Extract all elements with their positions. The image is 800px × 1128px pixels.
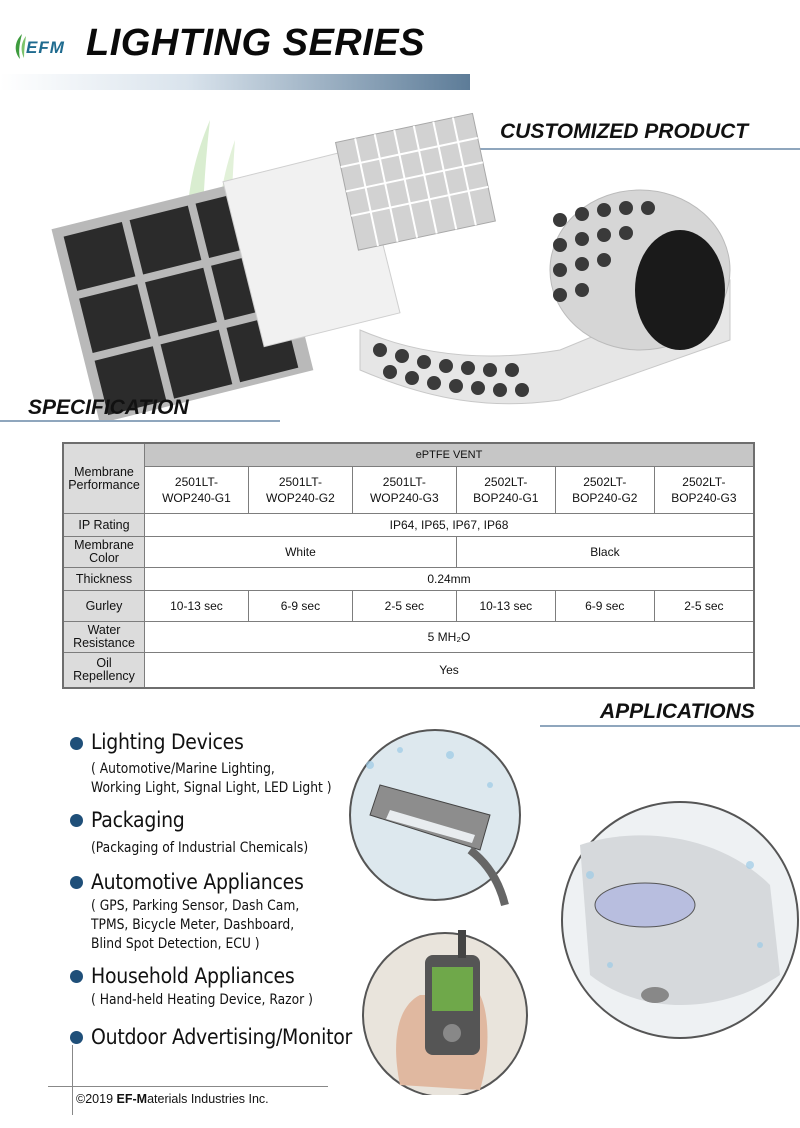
row-header-oil-repellency (63, 653, 145, 689)
model-code: 2501LT- (278, 475, 322, 489)
thickness-value: 0.24mm (145, 568, 755, 591)
row-header-ip-rating: IP Rating (63, 514, 145, 537)
oil-repellency-value: Yes (145, 653, 755, 689)
decorative-line (72, 1045, 73, 1115)
model-code: WOP240-G3 (369, 491, 439, 505)
table-row (63, 568, 754, 591)
efm-logo (12, 32, 76, 62)
row-header-text: Performance (68, 477, 140, 492)
application-description: Working Light, Signal Light, LED Light ) (91, 780, 332, 796)
model-code: 2502LT- (682, 475, 726, 489)
bullet-icon (70, 1031, 83, 1044)
applications-photos (340, 715, 800, 1095)
gps-device-photo (363, 930, 527, 1095)
applications-title: APPLICATIONS (600, 700, 755, 723)
lighting-photo (350, 730, 520, 905)
application-description: (Packaging of Industrial Chemicals) (91, 840, 309, 856)
group-header: ePTFE VENT (145, 443, 755, 467)
application-description: ( Automotive/Marine Lighting, (91, 761, 275, 777)
row-header-gurley: Gurley (63, 591, 145, 622)
car-photo (562, 802, 798, 1038)
row-header-text: Color (89, 551, 119, 565)
table-row (63, 591, 754, 622)
table-row (63, 653, 754, 689)
color-black-value: Black (456, 537, 754, 568)
copyright-prefix: ©2019 (76, 1092, 117, 1106)
table-row (63, 514, 754, 537)
bullet-icon (70, 876, 83, 889)
table-row (63, 537, 754, 568)
row-header-water-resistance (63, 622, 145, 653)
row-header-thickness: Thickness (63, 568, 145, 591)
application-description: Blind Spot Detection, ECU ) (91, 936, 260, 952)
application-heading: Packaging (91, 808, 185, 832)
application-heading: Automotive Appliances (91, 870, 304, 894)
specification-table (62, 442, 755, 689)
table-row (63, 622, 754, 653)
model-code: 2502LT- (484, 475, 528, 489)
application-description: ( GPS, Parking Sensor, Dash Cam, (91, 898, 300, 914)
model-code: WOP240-G1 (162, 491, 231, 505)
model-code: 2501LT- (382, 475, 426, 489)
row-header-text: Membrane (74, 464, 134, 479)
model-cell (352, 467, 456, 514)
gurley-value: 10-13 sec (145, 591, 249, 622)
application-heading: Household Appliances (91, 964, 295, 988)
gurley-value: 6-9 sec (248, 591, 352, 622)
page-title: LIGHTING SERIES (86, 22, 425, 64)
color-white-value: White (145, 537, 457, 568)
gurley-value: 10-13 sec (456, 591, 555, 622)
model-cell (555, 467, 654, 514)
table-row (63, 443, 754, 467)
company-name-rest: aterials Industries Inc. (147, 1092, 269, 1106)
row-header-text: Repellency (73, 669, 135, 683)
application-heading: Lighting Devices (91, 730, 244, 754)
row-header-membrane-color (63, 537, 145, 568)
model-code: BOP240-G2 (572, 491, 638, 505)
section-divider (0, 420, 280, 422)
row-header-text: Oil (96, 656, 112, 670)
header-gradient-bar (0, 74, 470, 90)
gurley-value: 2-5 sec (352, 591, 456, 622)
row-header-text: Resistance (73, 636, 135, 650)
model-cell (145, 467, 249, 514)
customized-product-title: CUSTOMIZED PRODUCT (500, 120, 749, 143)
gurley-value: 6-9 sec (555, 591, 654, 622)
ip-rating-value: IP64, IP65, IP67, IP68 (145, 514, 755, 537)
application-description: TPMS, Bicycle Meter, Dashboard, (91, 917, 295, 933)
model-code: WOP240-G2 (266, 491, 335, 505)
bullet-icon (70, 814, 83, 827)
logo-text: EFM (26, 38, 65, 57)
table-row (63, 467, 754, 514)
model-cell (248, 467, 352, 514)
footer-divider (48, 1086, 328, 1087)
gurley-value: 2-5 sec (654, 591, 754, 622)
bullet-icon (70, 970, 83, 983)
specification-title: SPECIFICATION (28, 396, 189, 419)
copyright (76, 1092, 269, 1106)
application-description: ( Hand-held Heating Device, Razor ) (91, 992, 313, 1008)
model-code: BOP240-G3 (671, 491, 737, 505)
model-code: 2501LT- (174, 475, 219, 489)
row-header-membrane-performance (63, 443, 145, 514)
bullet-icon (70, 737, 83, 750)
water-resistance-value: 5 MH₂O (145, 622, 755, 653)
company-name-bold: EF-M (116, 1092, 148, 1106)
model-code: 2502LT- (583, 475, 627, 489)
row-header-text: Membrane (74, 538, 134, 552)
model-code: BOP240-G1 (473, 491, 539, 505)
product-photo (30, 100, 790, 420)
row-header-text: Water (87, 623, 121, 637)
grey-grid-sheet (336, 113, 496, 250)
model-cell (654, 467, 754, 514)
application-heading: Outdoor Advertising/Monitor (91, 1025, 353, 1049)
model-cell (456, 467, 555, 514)
